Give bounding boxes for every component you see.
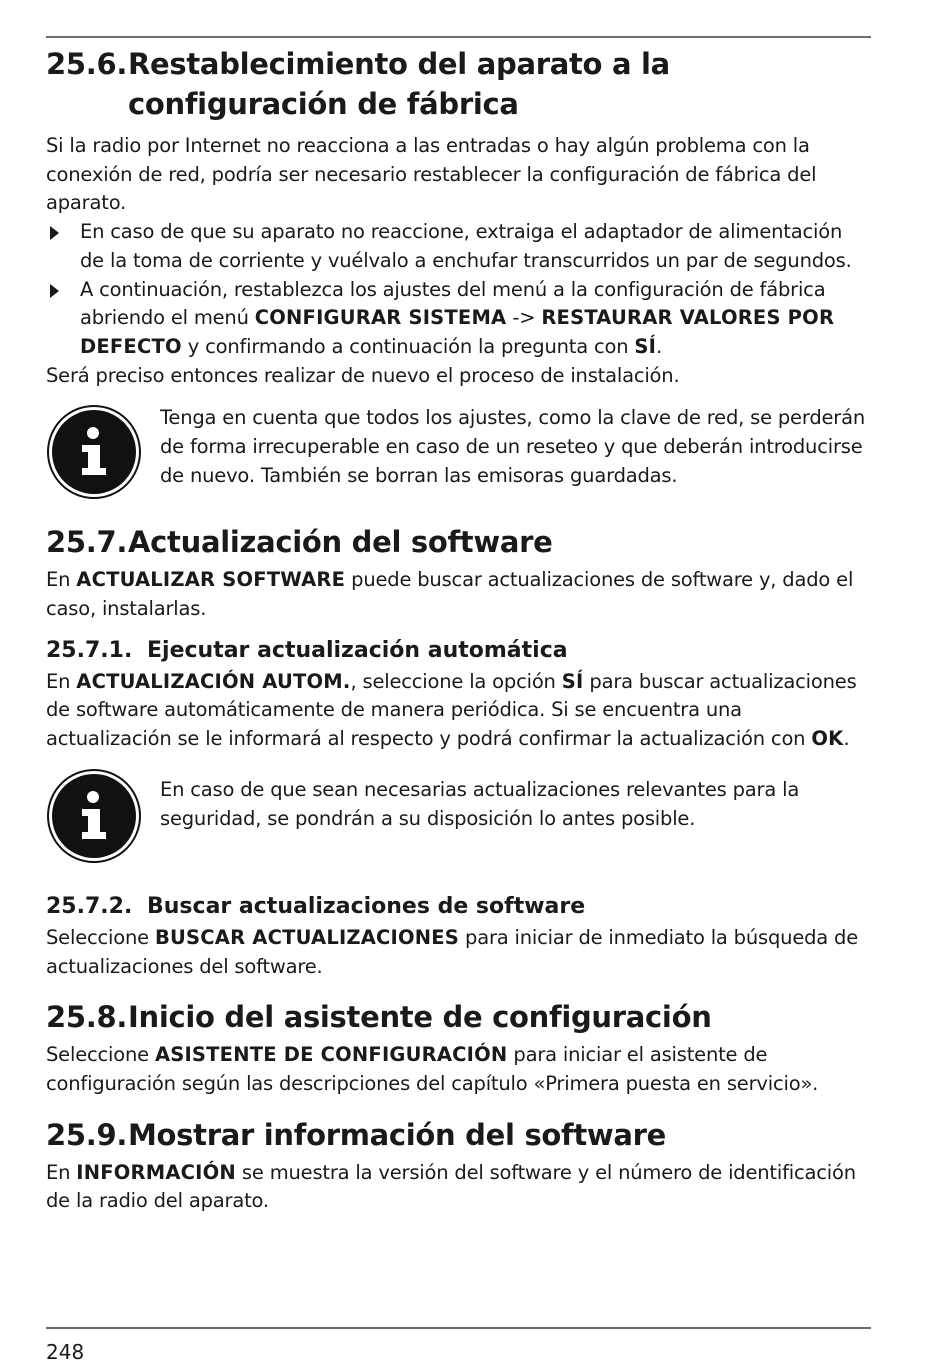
- text-run: para iniciar de inmediato la búsqueda de actualizaciones del software.: [46, 925, 859, 978]
- text-run: .: [843, 727, 850, 751]
- note-text: En caso de que sean necesarias actualizaciones relevantes para la seguridad, se pondrán a su disposición lo antes posible.: [160, 777, 800, 830]
- menu-term: OK: [811, 727, 844, 751]
- heading-25-8: [46, 997, 872, 1037]
- arrow-bullet-icon: [50, 226, 59, 240]
- menu-term: RESTAURAR VALORES POR DEFECTO: [80, 306, 835, 358]
- step-text: En caso de que su aparato no reaccione, extraiga el adaptador de alimentación de la toma de corriente y vuélvalo a enchufar transcurridos un par de segundos.: [80, 220, 852, 272]
- menu-term: BUSCAR ACTUALIZACIONES: [154, 925, 460, 949]
- text-run: En: [46, 669, 77, 693]
- heading-number: 25.6.: [46, 47, 128, 81]
- menu-term: ASISTENTE DE CONFIGURACIÓN: [154, 1043, 508, 1067]
- heading-title: Buscar actualizaciones de software: [147, 893, 586, 919]
- step-text: y confirmando a continuación la pregunta con: [181, 334, 635, 358]
- heading-title: Mostrar información del software: [128, 1117, 667, 1152]
- step-text: .: [656, 334, 663, 358]
- heading-25-7: [46, 522, 872, 562]
- heading-title: Actualización del software: [128, 525, 553, 560]
- heading-number: 25.8.: [46, 1000, 128, 1035]
- paragraph: [46, 566, 872, 623]
- menu-term: INFORMACIÓN: [76, 1160, 236, 1184]
- menu-term: SÍ: [561, 669, 584, 693]
- menu-term: CONFIGURAR SISTEMA: [254, 306, 507, 330]
- text-run: En: [46, 1160, 77, 1184]
- list-item: [46, 276, 872, 362]
- text-run: se muestra la versión del software y el número de identificación de la radio del aparato.: [46, 1160, 856, 1213]
- arrow-bullet-icon: [50, 284, 59, 298]
- page-content: [46, 42, 872, 1216]
- info-note: [46, 402, 872, 502]
- heading-25-7-1: [46, 636, 872, 666]
- heading-number: 25.7.: [46, 525, 128, 560]
- paragraph: Si la radio por Internet no reacciona a las entradas o hay algún problema con la conexión de red, podría ser necesario restablecer la configuración de fábrica del aparato.: [46, 134, 817, 215]
- heading-25-9: [46, 1115, 872, 1155]
- heading-number: 25.7.2.: [46, 893, 133, 919]
- heading-25-7-2: [46, 892, 872, 922]
- heading-title: Ejecutar actualización automática: [147, 637, 568, 663]
- text-run: Seleccione: [46, 925, 155, 949]
- list-item: [46, 218, 872, 275]
- bottom-rule: [46, 1327, 871, 1329]
- heading-25-6: [46, 44, 872, 124]
- menu-term: ACTUALIZAR SOFTWARE: [76, 568, 346, 592]
- paragraph: [46, 924, 872, 981]
- menu-term: SÍ: [634, 334, 657, 358]
- info-note: [46, 766, 872, 866]
- text-run: Seleccione: [46, 1043, 155, 1067]
- heading-title: Restablecimiento del aparato a la configuración de fábrica: [128, 47, 670, 121]
- heading-number: 25.7.1.: [46, 637, 133, 663]
- step-list: [46, 218, 872, 362]
- heading-title: Inicio del asistente de configuración: [128, 1000, 712, 1035]
- top-rule: [46, 36, 871, 38]
- heading-number: 25.9.: [46, 1117, 128, 1152]
- menu-term: ACTUALIZACIÓN AUTOM.: [76, 669, 351, 693]
- step-text: A continuación, restablezca los ajustes del menú a la configuración de fábrica abriendo el menú: [80, 277, 826, 330]
- note-text: Tenga en cuenta que todos los ajustes, como la clave de red, se perderán de forma irrecuperable en caso de un reseteo y que deberán introducirse de nuevo. También se borran las emisoras guardadas.: [160, 406, 866, 487]
- text-run: , seleccione la opción: [350, 669, 562, 693]
- info-icon: [46, 766, 160, 866]
- paragraph: [46, 668, 872, 754]
- page-number: 248: [46, 1340, 85, 1364]
- paragraph: [46, 1159, 872, 1216]
- text-run: para iniciar el asistente de configuración según las descripciones del capítulo «Primera puesta en servicio».: [46, 1043, 819, 1095]
- step-text: ->: [506, 306, 542, 330]
- info-icon: [46, 402, 160, 502]
- text-run: puede buscar actualizaciones de software y, dado el caso, instalarlas.: [46, 568, 854, 621]
- text-run: para buscar actualizaciones de software automáticamente de manera periódica. Si se encuentra una actualización se le informará al respecto y podrá confirmar la actualización con: [46, 669, 857, 751]
- paragraph: [46, 1041, 872, 1098]
- text-run: En: [46, 568, 77, 592]
- paragraph: Será preciso entonces realizar de nuevo el proceso de instalación.: [46, 363, 680, 387]
